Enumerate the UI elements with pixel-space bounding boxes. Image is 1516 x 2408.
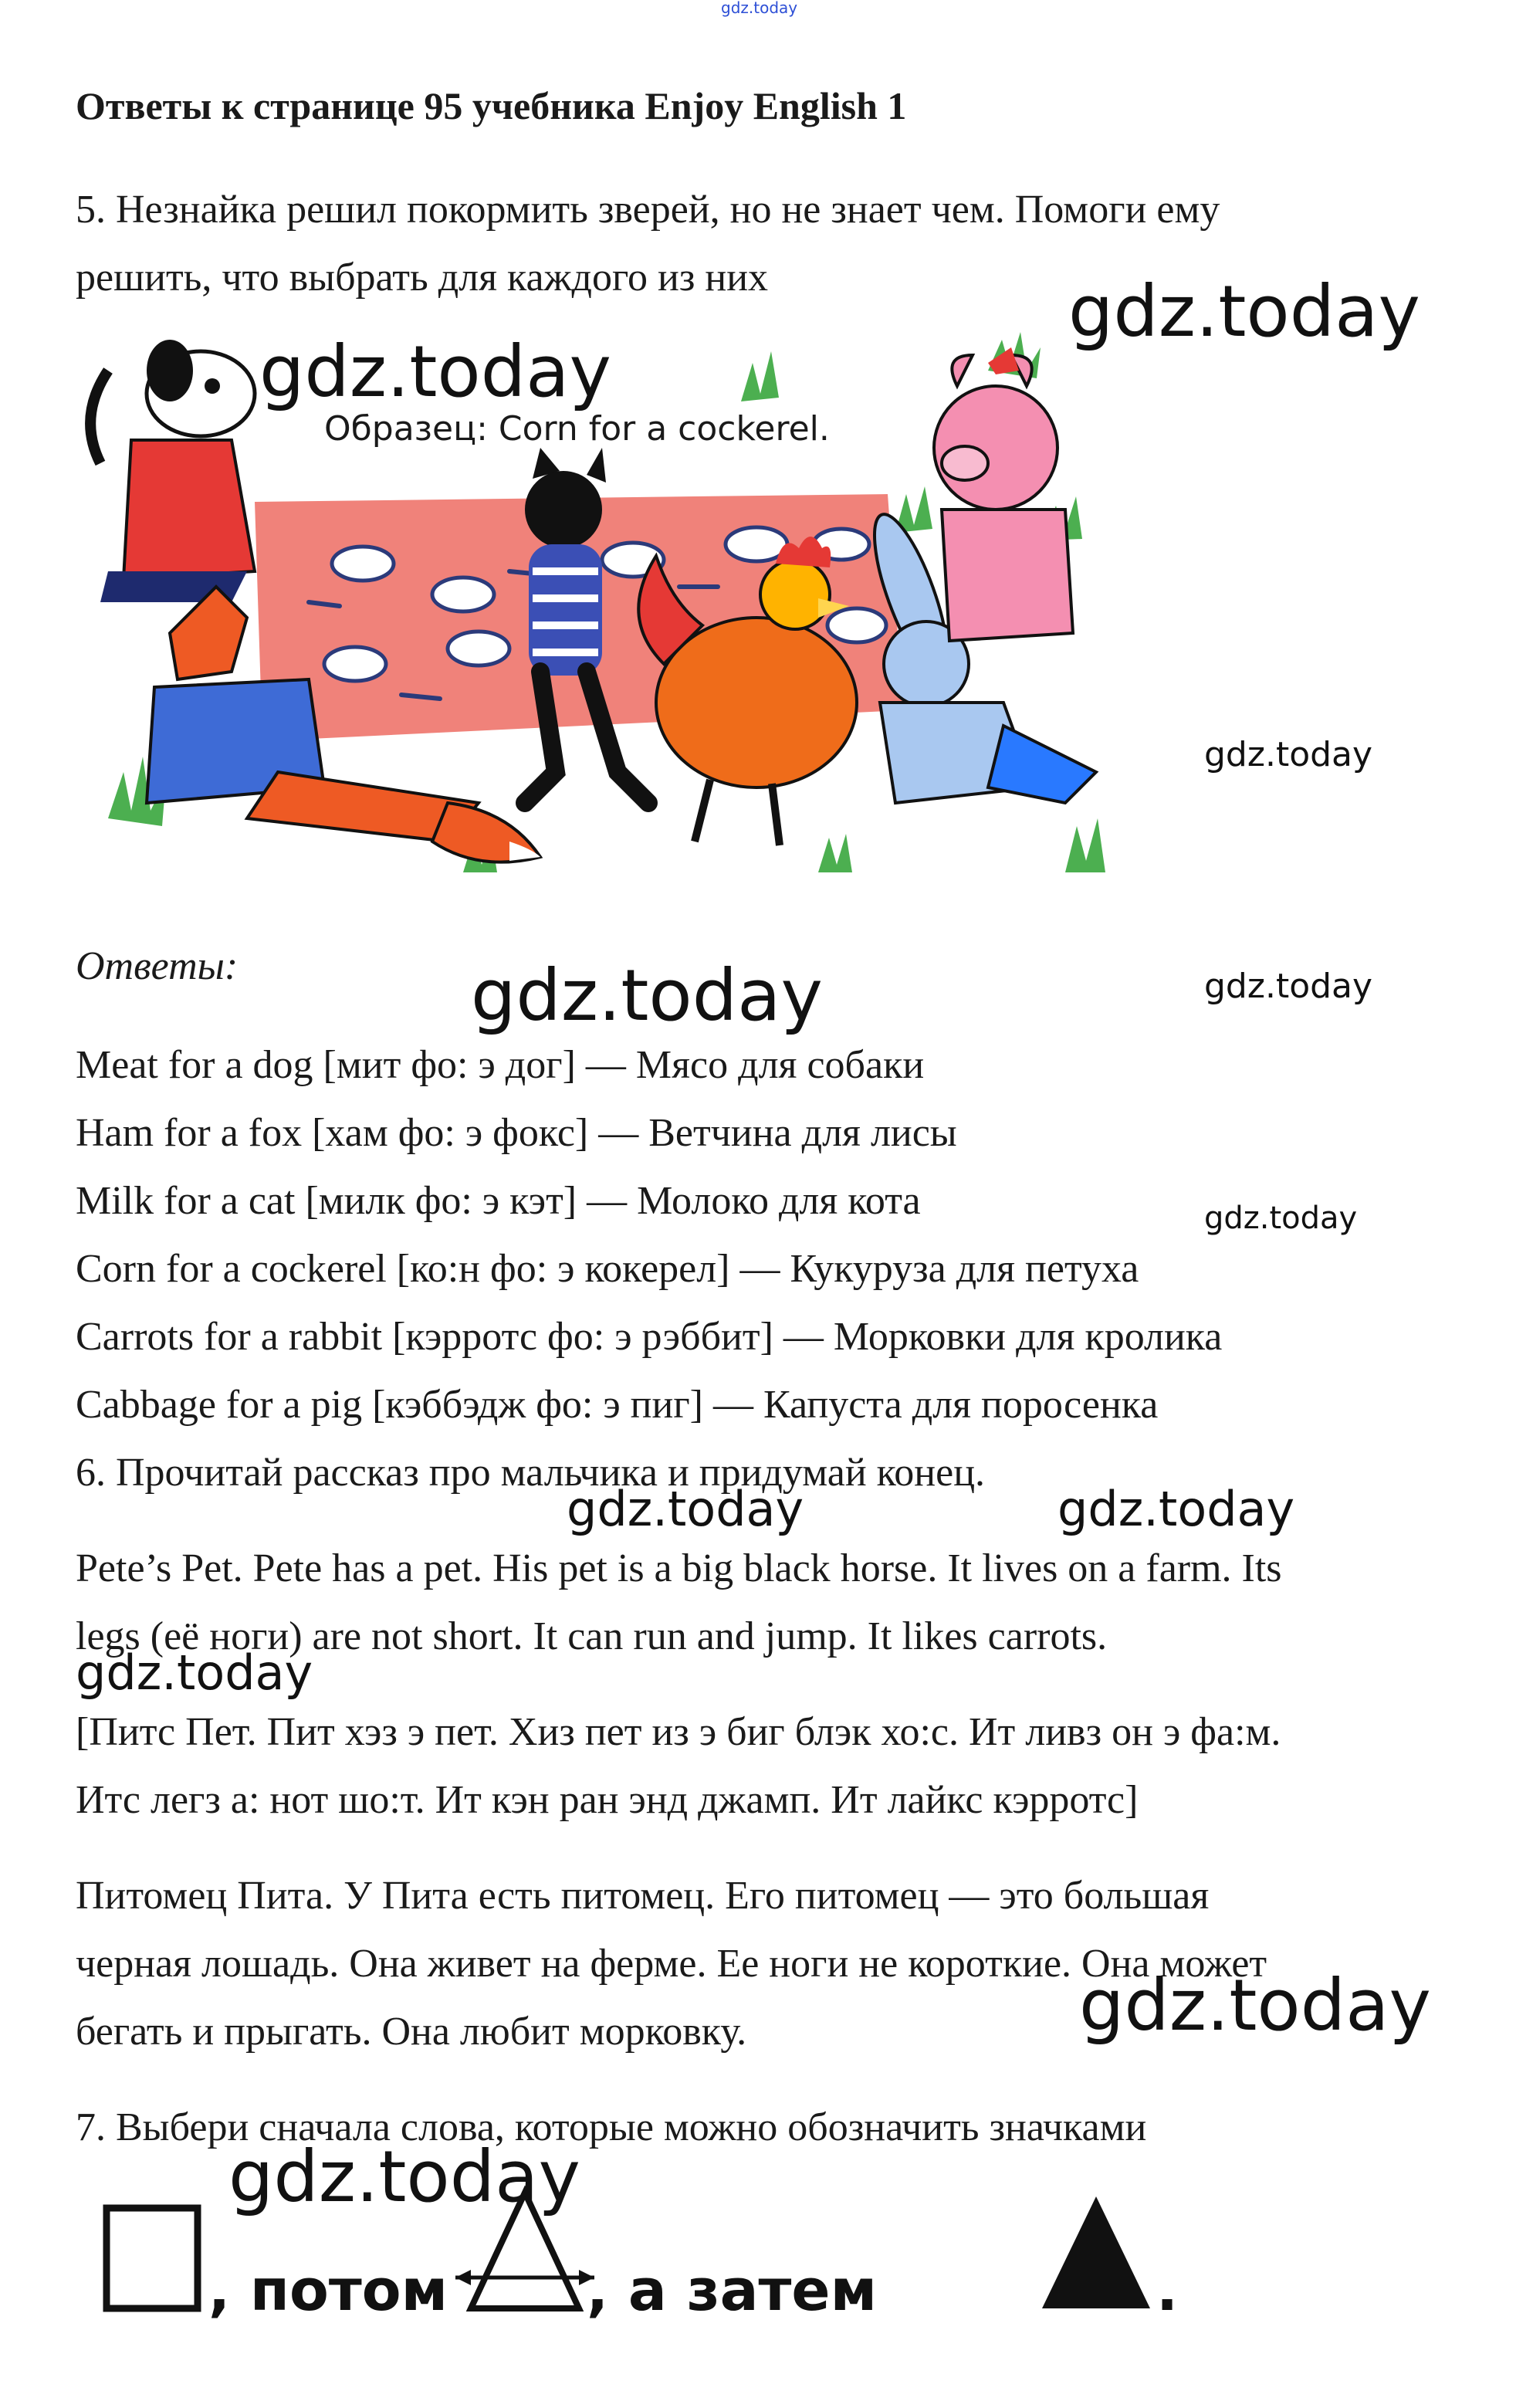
watermark: gdz.today — [1057, 1481, 1295, 1537]
watermark: gdz.today — [259, 330, 611, 413]
page-title: Ответы к странице 95 учебника Enjoy English 1 — [76, 84, 907, 127]
answer-line: Ham for a fox [хам фо: э фокс] — Ветчина для лисы — [76, 1111, 957, 1155]
watermark: gdz.today — [1079, 1964, 1431, 2047]
task6-heading: 6. Прочитай рассказ про мальчика и придумай конец. — [76, 1451, 986, 1495]
story-english-line: Pete’s Pet. Pete has a pet. His pet is a big black horse. It lives on a farm. Its — [76, 1546, 1282, 1590]
watermark: gdz.today — [76, 1644, 313, 1701]
story-translation-line: бегать и прыгать. Она любит морковку. — [76, 2010, 747, 2054]
watermark: gdz.today — [1204, 735, 1373, 774]
watermark: gdz.today — [1204, 1201, 1358, 1236]
task7-heading: 7. Выбери сначала слова, которые можно обозначить значками — [76, 2105, 1147, 2149]
story-translation-line: черная лошадь. Она живет на ферме. Ее ноги не короткие. Она может — [76, 1942, 1267, 1986]
answer-line: Carrots for a rabbit [кэрротс фо: э рэббит] — Морковки для кролика — [76, 1315, 1223, 1359]
story-transcription-line: [Питс Пет. Пит хэз э пет. Хиз пет из э биг блэк хо:с. Ит ливз он э фа:м. — [76, 1710, 1281, 1754]
end-text: . — [1156, 2257, 1179, 2324]
task5-line1: 5. Незнайка решил покормить зверей, но не знает чем. Помоги ему — [76, 188, 1220, 232]
square-icon — [107, 2208, 198, 2308]
example-label: Образец: Corn for a cockerel. — [324, 409, 830, 449]
story-transcription-line: Итс легз а: нот шо:т. Ит кэн ран энд джамп. Ит лайкс кэрротс] — [76, 1778, 1139, 1822]
answer-line: Milk for a cat [милк фо: э кэт] — Молоко для кота — [76, 1179, 921, 1223]
task5-line2: решить, что выбрать для каждого из них — [76, 256, 769, 300]
answers-label: Ответы: — [76, 944, 239, 988]
watermark: gdz.today — [228, 2135, 580, 2218]
watermark: gdz.today — [567, 1481, 804, 1537]
then-text: , потом — [208, 2257, 448, 2324]
watermark: gdz.today — [1204, 967, 1373, 1006]
pig-figure — [934, 347, 1073, 641]
answer-line: Meat for a dog [мит фо: э дог] — Мясо для собаки — [76, 1043, 925, 1087]
dog-figure — [90, 340, 255, 602]
story-english-line: legs (её ноги) are not short. It can run and jump. It likes carrots. — [76, 1614, 1108, 1658]
animals-picnic-illustration — [77, 340, 1150, 880]
watermark: gdz.today — [471, 954, 823, 1037]
watermark-top: gdz.today — [721, 0, 798, 17]
and-then-text: , а затем — [587, 2257, 878, 2324]
answer-line: Corn for a cockerel [ко:н фо: э кокерел] — Кукуруза для петуха — [76, 1247, 1139, 1291]
filled-triangle-icon — [1042, 2196, 1150, 2308]
story-translation-line: Питомец Пита. У Пита есть питомец. Его питомец — это большая — [76, 1874, 1210, 1918]
watermark: gdz.today — [1068, 270, 1420, 353]
answer-line: Cabbage for a pig [кэббэдж фо: э пиг] — Капуста для поросенка — [76, 1383, 1159, 1427]
